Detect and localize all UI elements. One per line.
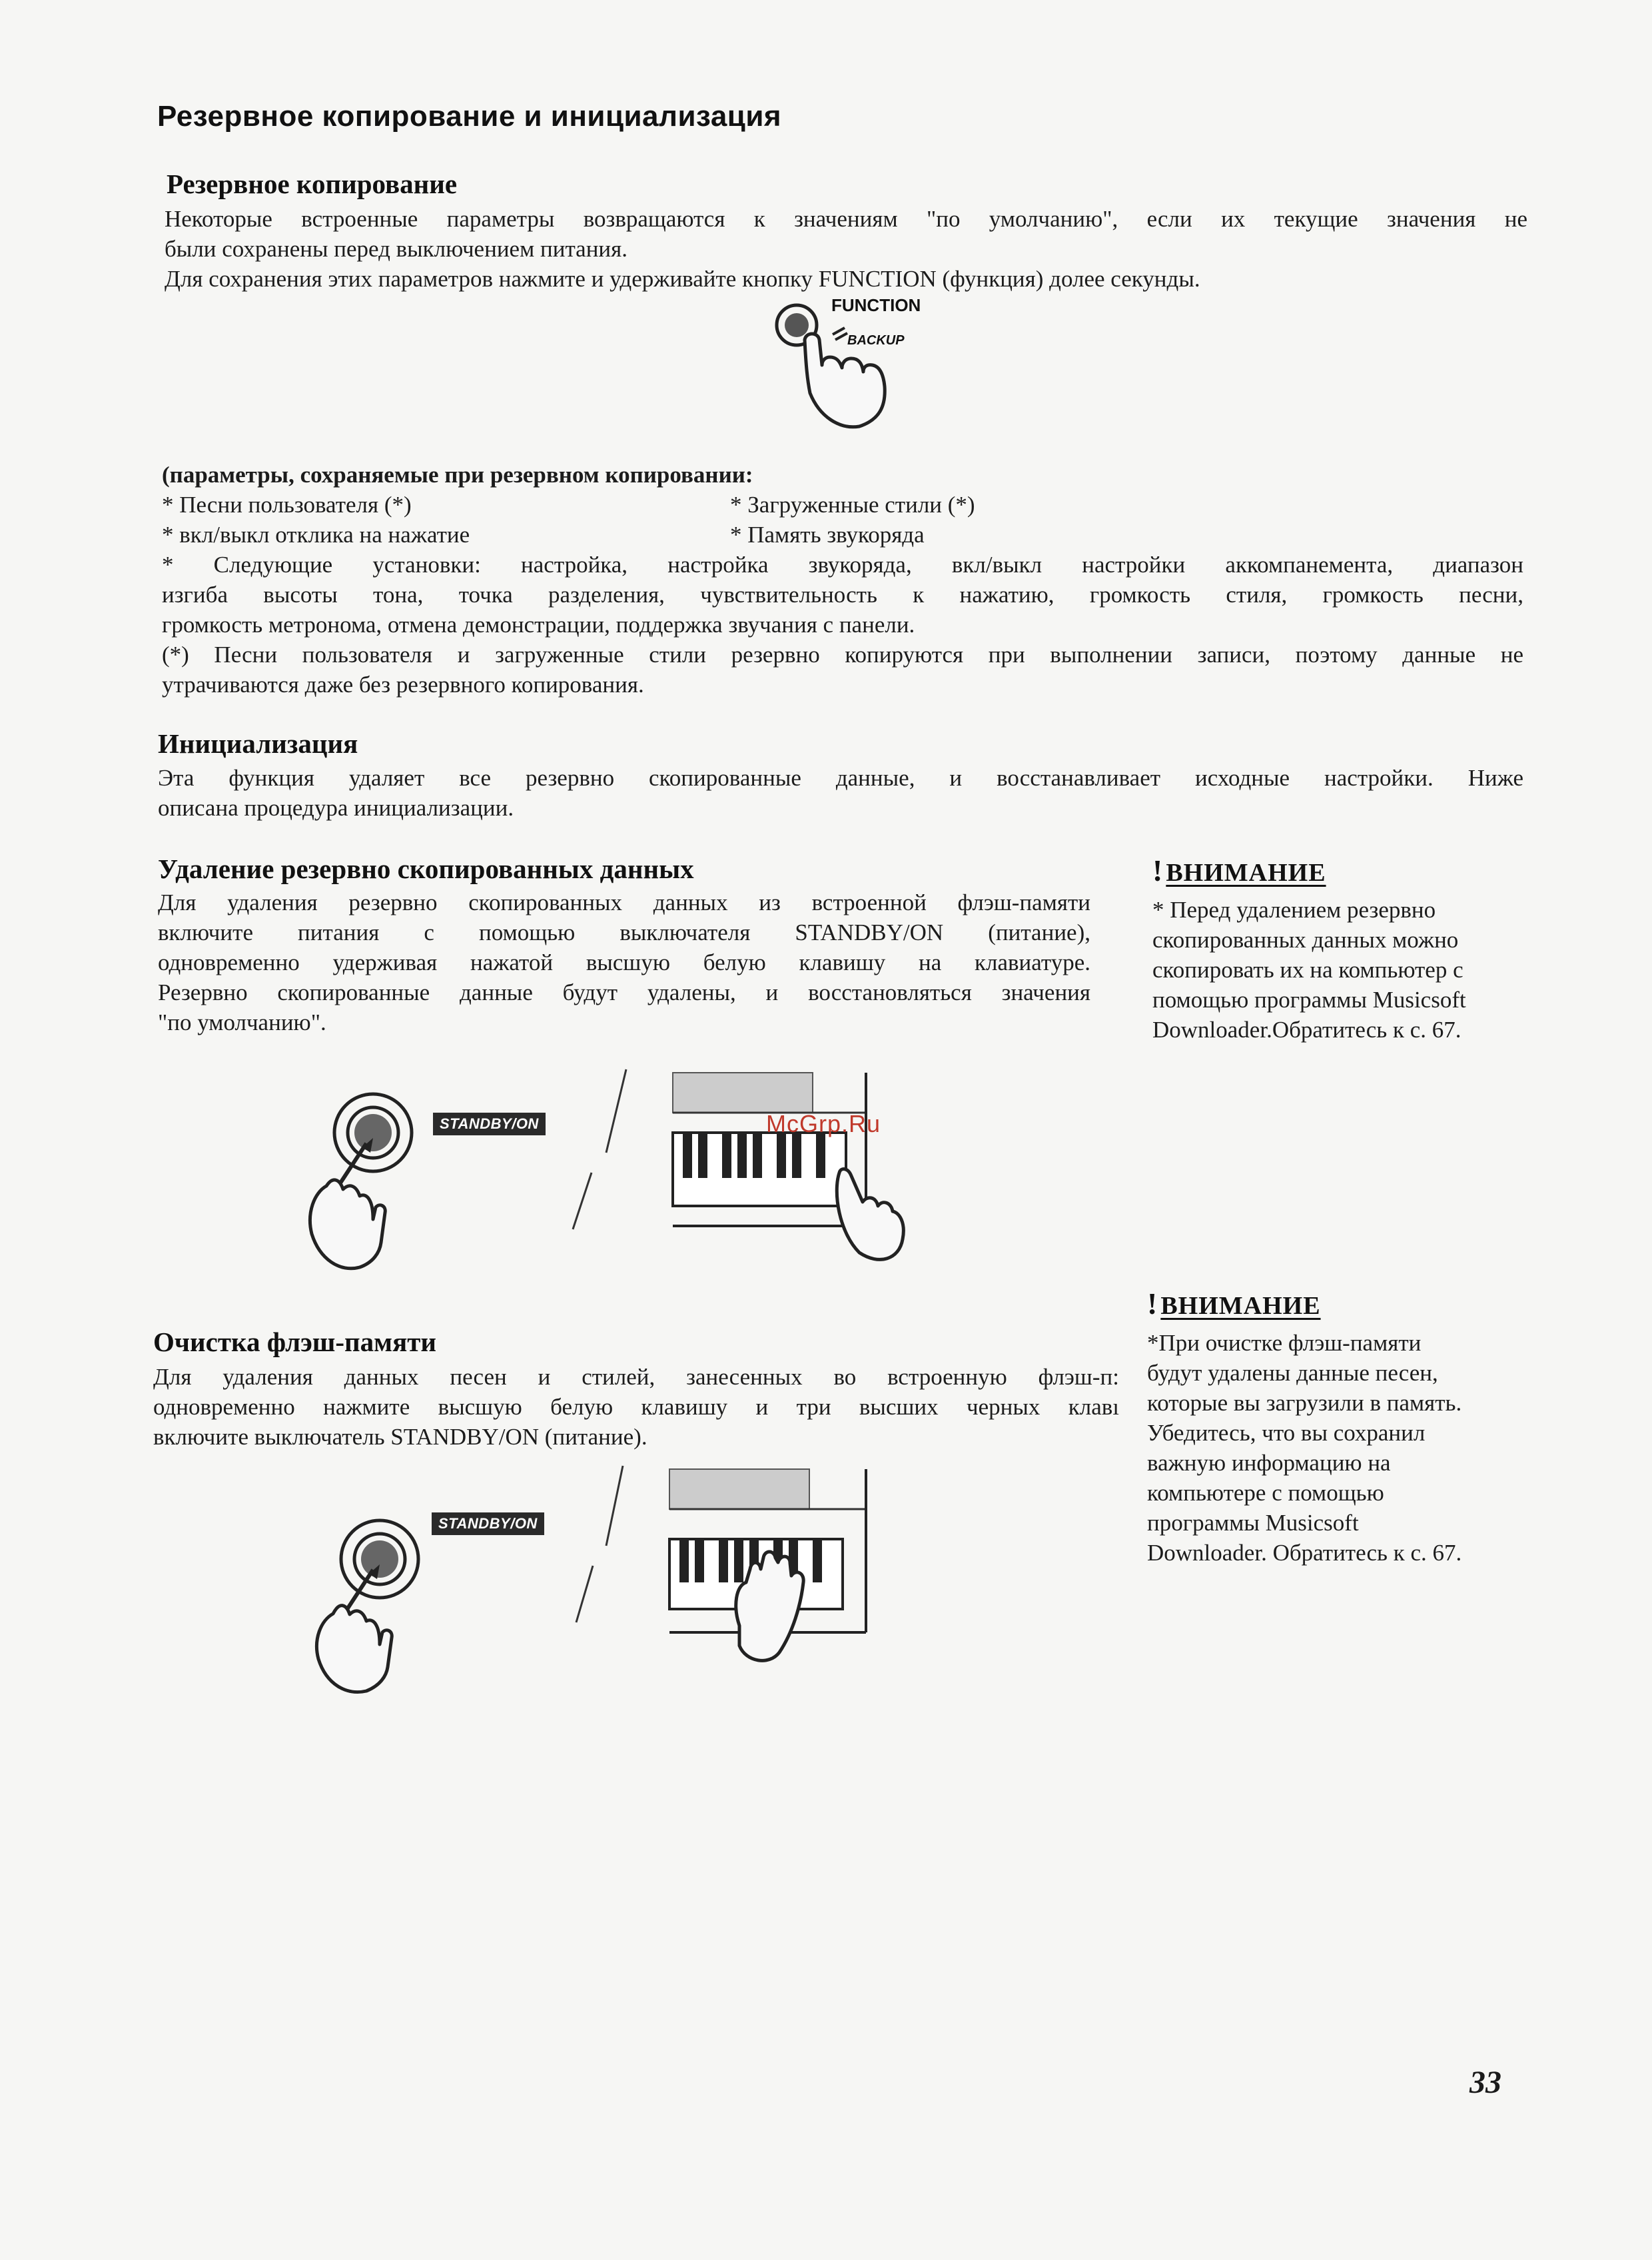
caution-box-2 [1147, 1286, 1321, 1321]
function-press-figure [766, 293, 926, 440]
caution-line: * Перед удалением резервно [1152, 897, 1436, 923]
page-number: 33 [1469, 2065, 1501, 2100]
pointing-hand-icon [310, 1180, 385, 1269]
caution-line: компьютере с помощью [1147, 1480, 1384, 1506]
standby-on-label: STANDBY/ON [432, 1512, 544, 1535]
caution-line: скопированных данных можно [1152, 927, 1459, 953]
caution-title: ВНИМАНИЕ [1160, 1292, 1321, 1320]
backup-sub-label: BACKUP [847, 333, 905, 348]
delete-line: Для удаления резервно скопированных данных из встроенной флэш-памяти [158, 889, 1090, 915]
caution-line: *При очистке флэш-памяти [1147, 1330, 1422, 1356]
caution-line: которые вы загрузили в память. [1147, 1390, 1462, 1416]
flash-clear-figure [280, 1459, 946, 1699]
backup-line: Некоторые встроенные параметры возвращаются к значениям "по умолчанию", если их текущие значения не [165, 206, 1527, 232]
standby-on-label: STANDBY/ON [433, 1113, 546, 1135]
flash-clear-heading: Очистка флэш-памяти [153, 1327, 437, 1357]
keyboard-panel [669, 1469, 809, 1509]
note-line: утрачиваются даже без резервного копирования. [162, 672, 644, 698]
caution-box-1 [1152, 853, 1326, 888]
saved-params-note [162, 640, 1523, 700]
pointing-hand-icon [316, 1606, 392, 1692]
flash-line: включите выключатель STANDBY/ON (питание). [153, 1424, 647, 1450]
saved-param-item: * вкл/выкл отклика на нажатие [162, 522, 470, 548]
backup-line: были сохранены перед выключением питания. [165, 236, 628, 262]
init-heading: Инициализация [158, 728, 358, 759]
caution-title: ВНИМАНИЕ [1166, 859, 1326, 887]
function-button-cap [785, 313, 809, 337]
caution-line: Downloader.Обратитесь к с. 67. [1152, 1017, 1461, 1043]
delete-line: одновременно удерживая нажатой высшую белую клавишу на клавиатуре. [158, 949, 1090, 975]
init-paragraph [158, 763, 1523, 823]
page-title: Резервное копирование и инициализация [157, 100, 782, 133]
standby-button-icon [361, 1540, 398, 1578]
settings-line: громкость метронома, отмена демонстрации, поддержка звучания с панели. [162, 612, 915, 638]
caution-mark-icon: ! [1152, 853, 1164, 887]
delete-line: "по умолчанию". [158, 1009, 326, 1035]
caution-line: программы Musicsoft [1147, 1510, 1359, 1536]
saved-params-heading: (параметры, сохраняемые при резервном копировании: [162, 462, 753, 488]
flash-clear-paragraph [153, 1362, 1119, 1452]
caution-line: скопировать их на компьютер с [1152, 957, 1463, 983]
flash-line: одновременно нажмите высшую белую клавишу и три высших черных клавı [153, 1394, 1119, 1420]
backup-paragraph [165, 204, 1527, 294]
delete-backup-heading: Удаление резервно скопированных данных [158, 853, 694, 884]
backup-heading: Резервное копирование [167, 169, 458, 199]
saved-params-settings [162, 550, 1523, 640]
caution-line: важную информацию на [1147, 1450, 1391, 1476]
backup-line: Для сохранения этих параметров нажмите и удерживайте кнопку FUNCTION (функция) долее секунды. [165, 266, 1200, 292]
function-button-label: FUNCTION [831, 295, 921, 315]
caution-mark-icon: ! [1147, 1287, 1158, 1321]
delete-backup-figure [280, 1059, 946, 1299]
flash-line: Для удаления данных песен и стилей, занесенных во встроенную флэш-п: [153, 1364, 1119, 1390]
watermark: McGrp.Ru [766, 1110, 881, 1137]
caution-body-2 [1147, 1328, 1461, 1568]
init-line: Эта функция удаляет все резервно скопированные данные, и восстанавливает исходные настройки. Ниже [158, 765, 1523, 791]
settings-line: * Следующие установки: настройка, настройка звукоряда, вкл/выкл настройки аккомпанемента, диапазон [162, 552, 1523, 578]
saved-param-item: * Песни пользователя (*) [162, 492, 412, 518]
delete-line: включите питания с помощью выключателя STANDBY/ON (питание), [158, 919, 1090, 945]
saved-param-item: * Загруженные стили (*) [730, 492, 975, 518]
standby-button-icon [354, 1114, 392, 1151]
caution-body-1 [1152, 895, 1466, 1045]
backup-arrow-icon [833, 328, 847, 340]
caution-line: Убедитесь, что вы сохранил [1147, 1420, 1426, 1446]
note-line: (*) Песни пользователя и загруженные стили резервно копируются при выполнении записи, поэтому данные не [162, 642, 1523, 668]
settings-line: изгиба высоты тона, точка разделения, чувствительность к нажатию, громкость стиля, громкость песни, [162, 582, 1523, 608]
pointing-hand-icon [805, 334, 885, 427]
caution-line: Downloader. Обратитесь к с. 67. [1147, 1540, 1462, 1566]
pressing-hand-icon [837, 1169, 903, 1260]
keyboard-panel [673, 1073, 813, 1113]
caution-line: помощью программы Musicsoft [1152, 987, 1466, 1013]
delete-backup-paragraph [158, 887, 1090, 1037]
init-line: описана процедура инициализации. [158, 795, 514, 821]
caution-line: будут удалены данные песен, [1147, 1360, 1438, 1386]
saved-param-item: * Память звукоряда [730, 522, 925, 548]
delete-line: Резервно скопированные данные будут удалены, и восстановляться значения [158, 979, 1090, 1005]
